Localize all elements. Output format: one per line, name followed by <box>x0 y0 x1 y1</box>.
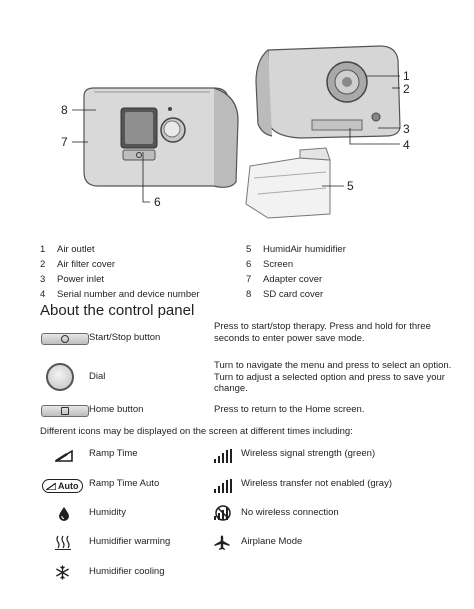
signal-gray-icon <box>214 479 232 493</box>
start-stop-button-illustration <box>41 333 89 345</box>
icon-label: Humidifier warming <box>89 536 171 547</box>
home-label: Home button <box>89 404 144 415</box>
section-heading: About the control panel <box>40 302 195 319</box>
icon-label: Airplane Mode <box>241 536 303 547</box>
parts-list-item: 3 Power inlet <box>40 274 104 285</box>
airplane-icon <box>214 535 230 551</box>
parts-list-item: 5 HumidAir humidifier <box>246 244 346 255</box>
start-stop-description: Press to start/stop therapy. Press and hold for three seconds to enter power save mode. <box>214 321 431 344</box>
icon-label: Humidity <box>89 507 126 518</box>
callout-5: 5 <box>347 179 354 193</box>
snowflake-icon <box>55 565 70 580</box>
home-button-illustration <box>41 405 89 417</box>
dial-label: Dial <box>89 371 106 382</box>
callout-8: 8 <box>61 103 68 117</box>
device-front-view <box>84 88 238 187</box>
icons-intro: Different icons may be displayed on the screen at different times including: <box>40 426 353 437</box>
icon-label: Ramp Time <box>89 448 138 459</box>
device-rear-view <box>256 46 400 138</box>
parts-list-item: 6 Screen <box>246 259 294 270</box>
callout-1: 1 <box>403 69 410 83</box>
device-illustration <box>0 0 474 230</box>
icon-label: Ramp Time Auto <box>89 478 160 489</box>
dial-description: Turn to navigate the menu and press to select an option. Turn to adjust a selected option and press to save your change. <box>214 360 452 394</box>
parts-list-item: 8 SD card cover <box>246 289 324 300</box>
home-description: Press to return to the Home screen. <box>214 404 365 415</box>
icon-label: Wireless signal strength (green) <box>241 448 376 459</box>
ramp-icon <box>46 483 56 490</box>
parts-list-item: 7 Adapter cover <box>246 274 323 285</box>
callout-6: 6 <box>154 195 161 209</box>
parts-list-item: 4 Serial number and device number <box>40 289 200 300</box>
power-icon <box>61 335 69 343</box>
callout-4: 4 <box>403 138 410 152</box>
icon-label: Humidifier cooling <box>89 566 165 577</box>
icon-label: No wireless connection <box>241 507 339 518</box>
no-wireless-icon <box>214 505 232 521</box>
parts-list-item: 2 Air filter cover <box>40 259 116 270</box>
callout-3: 3 <box>403 122 410 136</box>
start-stop-label: Start/Stop button <box>89 332 161 343</box>
heat-waves-icon <box>55 535 71 550</box>
dial-illustration <box>46 363 74 391</box>
droplet-icon <box>58 506 70 521</box>
parts-list-item: 1 Air outlet <box>40 244 95 255</box>
icon-label: Wireless transfer not enabled (gray) <box>241 478 393 489</box>
humidifier-illustration <box>246 148 330 218</box>
callout-2: 2 <box>403 82 410 96</box>
callout-7: 7 <box>61 135 68 149</box>
ramp-auto-icon: Auto <box>42 479 83 493</box>
home-icon <box>61 407 69 415</box>
signal-strength-icon <box>214 449 232 463</box>
ramp-icon <box>55 450 73 462</box>
